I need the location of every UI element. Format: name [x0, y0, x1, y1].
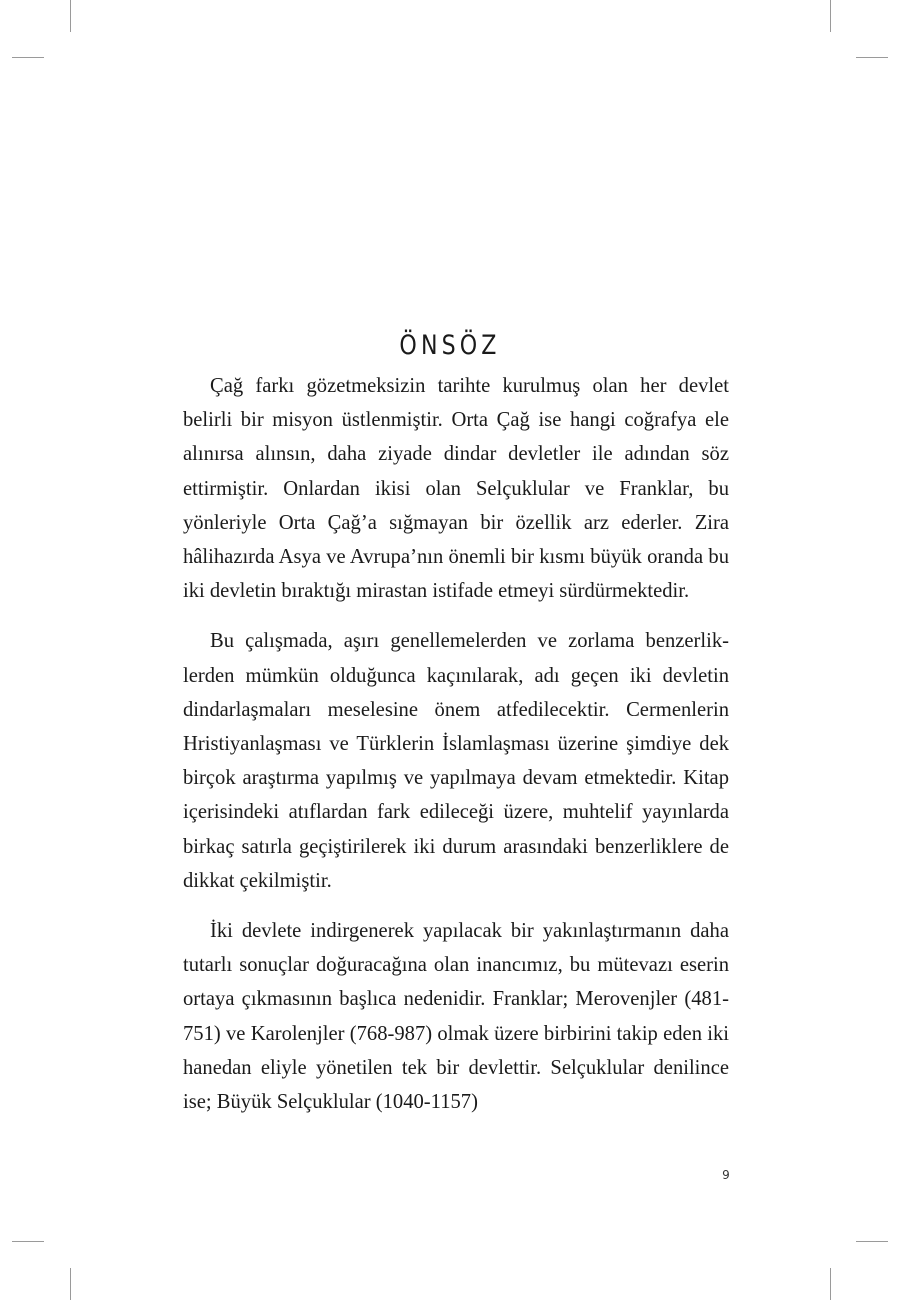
crop-mark-bottom-left-horizontal — [12, 1241, 44, 1242]
paragraph-1: Çağ farkı gözetmeksizin tarihte kurulmuş olan her devlet belirli bir misyon üstlenmiştir. Orta Çağ ise hangi coğrafya ele alınırsa alınsın, daha ziyade dindar devletler ile adından söz ettirmiştir. Onlardan ikisi olan Selçuklular ve Franklar, bu yönleriyle Orta Çağ’a sığmayan bir özellik arz ederler. Zira hâlihazırda Asya ve Avrupa’nın önemli bir kısmı büyük oranda bu iki devletin bıraktığı mirastan istifade etmeyi sürdürmektedir. — [183, 375, 729, 603]
crop-mark-bottom-left-vertical — [70, 1268, 71, 1300]
crop-mark-bottom-right-horizontal — [856, 1241, 888, 1242]
crop-mark-top-right-horizontal — [856, 57, 888, 58]
crop-mark-top-right-vertical — [830, 0, 831, 32]
chapter-title: ÖNSÖZ — [399, 330, 501, 362]
paragraph-2: Bu çalışmada, aşırı genellemelerden ve zorlama benzerliklerden mümkün olduğunca kaçınılarak, adı geçen iki devletin dindarlaşmaları meselesine önem atfedilecektir. Cermenlerin Hristiyanlaşması ve Türklerin İslamlaşması üzerine şimdiye dek birçok araştırma yapılmış ve yapılmaya devam etmektedir. Kitap içerisindeki atıflardan fark edileceği üzere, muhtelif yayınlarda birkaç satırla geçiştirilerek iki durum arasındaki benzerliklere de dikkat çekilmiştir. — [183, 630, 729, 892]
page-number: 9 — [722, 1168, 730, 1182]
crop-mark-bottom-right-vertical — [830, 1268, 831, 1300]
body-text — [183, 369, 729, 1135]
crop-mark-top-left-vertical — [70, 0, 71, 32]
crop-mark-top-left-horizontal — [12, 57, 44, 58]
paragraph-3: İki devlete indirgenerek yapılacak bir yakınlaştırmanın daha tutarlı sonuçlar doğuracağına olan inancımız, bu mütevazı eserin ortaya çıkmasının başlıca nedenidir. Franklar; Merovenjler (481-751) ve Karolenjler (768-987) olmak üzere birbirini takip eden iki hanedan eliyle yönetilen tek bir devlettir. Selçuklular denilince ise; Büyük Selçuklular (1040-1157) — [183, 920, 729, 1114]
